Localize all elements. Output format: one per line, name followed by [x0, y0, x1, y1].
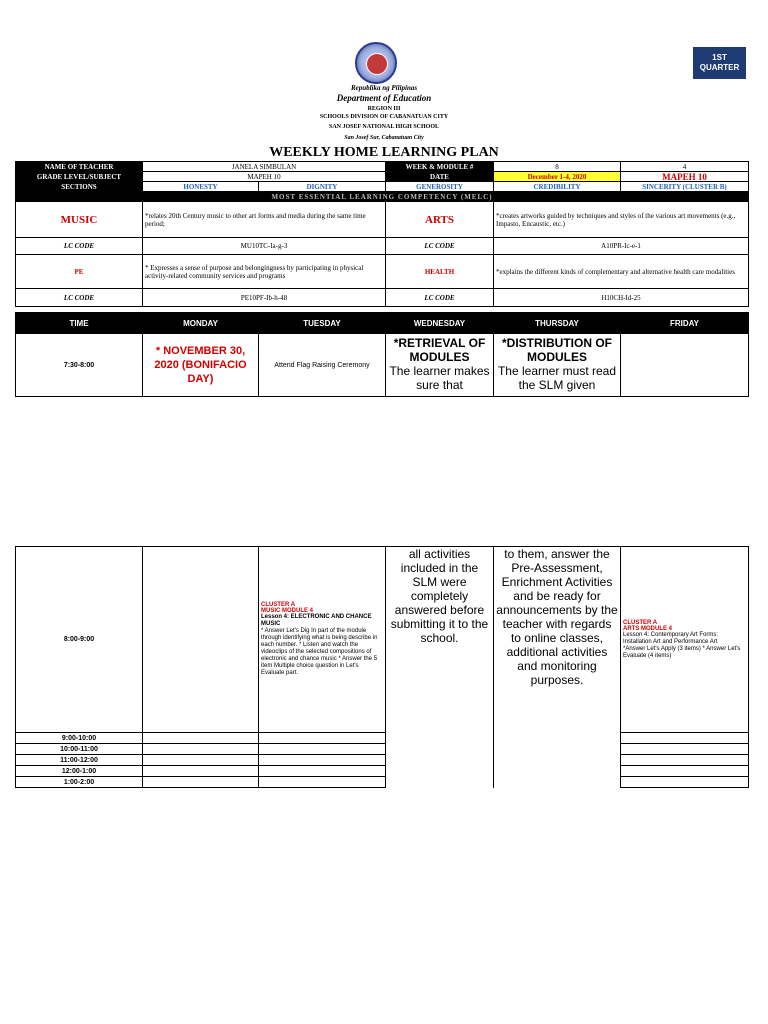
- region-line: REGION III: [367, 106, 401, 112]
- week-value: 8: [494, 162, 621, 172]
- distribution-text-2: to them, answer the Pre-Assessment, Enrichment Activities and be ready for announcements by the teacher with regards to online classes, additional activities and monitoring purposes.: [496, 547, 618, 687]
- distribution-text-1: The learner must read the SLM given: [497, 364, 617, 392]
- friday-cluster: CLUSTER A: [623, 619, 658, 626]
- grade-label: GRADE LEVEL/SUBJECT: [16, 172, 143, 182]
- time-slot: 1:00-2:00: [16, 777, 143, 788]
- pe-code: PE10PF-Ib-h-48: [143, 289, 386, 307]
- health-competency: *explains the different kinds of complementary and alternative health care modalities: [494, 255, 749, 289]
- header-monday: MONDAY: [143, 313, 259, 334]
- time-slot: 11:00-12:00: [16, 755, 143, 766]
- schedule-table-bottom: [15, 546, 749, 788]
- date-label: DATE: [386, 172, 494, 182]
- monday-holiday: * NOVEMBER 30, 2020 (BONIFACIO DAY): [143, 334, 259, 397]
- arts-label: ARTS: [386, 202, 494, 238]
- tuesday-module: MUSIC MODULE 4: [261, 608, 314, 614]
- arts-code: A10PR-Ic-e-1: [494, 238, 749, 255]
- time-slot: 12:00-1:00: [16, 766, 143, 777]
- week-label: WEEK & MODULE #: [386, 162, 494, 172]
- republic-line: Republika ng Pilipinas: [350, 84, 418, 92]
- page-title: WEEKLY HOME LEARNING PLAN: [269, 145, 499, 160]
- department-line: Department of Education: [336, 93, 432, 103]
- tuesday-tasks: * Answer Let's Dig In part of the module through identifying what is being describe in each number. * Listen and watch the videoclips of the selected compositions of electronic and chance music * Answer the 5 item Multiple choice question in Let's Evaluate part.: [261, 628, 378, 676]
- grade-value: MAPEH 10: [143, 172, 386, 182]
- time-slot: 9:00-10:00: [16, 733, 143, 744]
- lc-code-label: LC CODE: [16, 289, 143, 307]
- section-item: SINCERITY (CLUSTER B): [621, 182, 749, 192]
- header-tuesday: TUESDAY: [259, 313, 386, 334]
- retrieval-text-2: all activities included in the SLM were completely answered before submitting it to the school.: [390, 547, 489, 645]
- lc-code-label: LC CODE: [16, 238, 143, 255]
- lc-code-label: LC CODE: [386, 289, 494, 307]
- friday-lesson: Lesson 4: Contemporary Art Forms: Installation Art and Performance Art: [623, 631, 719, 645]
- section-item: HONESTY: [143, 182, 259, 192]
- teacher-name: JANELA SIMBULAN: [143, 162, 386, 172]
- time-slot: 8:00-9:00: [16, 547, 143, 733]
- friday-tasks: *Answer Let's Apply (3 items) * Answer Let's Evaluate (4 items): [623, 645, 741, 659]
- subject-right: MAPEH 10: [621, 172, 749, 182]
- address-line: San Josef Sur, Cabanatuan City: [344, 135, 424, 141]
- tuesday-flag: Attend Flag Raising Ceremony: [259, 334, 386, 397]
- module-value: 4: [621, 162, 749, 172]
- quarter-badge: 1ST QUARTER: [693, 47, 746, 79]
- music-competency: *relates 20th Century music to other art forms and media during the same time period;: [143, 202, 386, 238]
- header-thursday: THURSDAY: [494, 313, 621, 334]
- health-label: HEALTH: [386, 255, 494, 289]
- header-wednesday: WEDNESDAY: [386, 313, 494, 334]
- music-label: MUSIC: [16, 202, 143, 238]
- music-code: MU10TC-Ia-g-3: [143, 238, 386, 255]
- deped-seal: [355, 42, 397, 84]
- schedule-table-top: [15, 312, 749, 397]
- health-code: H10CH-Id-25: [494, 289, 749, 307]
- lc-code-label: LC CODE: [386, 238, 494, 255]
- retrieval-text-1: The learner makes sure that: [389, 364, 490, 392]
- header-friday: FRIDAY: [621, 313, 749, 334]
- friday-module: ARTS MODULE 4: [623, 625, 673, 632]
- section-item: DIGNITY: [259, 182, 386, 192]
- info-table: [15, 161, 749, 307]
- section-item: CREDIBILITY: [494, 182, 621, 192]
- teacher-label: NAME OF TEACHER: [16, 162, 143, 172]
- sections-label: SECTIONS: [16, 182, 143, 192]
- tuesday-lesson: Lesson 4: ELECTRONIC AND CHANCE MUSIC: [261, 614, 372, 627]
- pe-competency: * Expresses a sense of purpose and belongingness by participating in physical activity-related community services and programs: [143, 255, 386, 289]
- pe-label: PE: [16, 255, 143, 289]
- distribution-title: *DISTRIBUTION OF MODULES: [502, 336, 612, 364]
- division-line: SCHOOLS DIVISION OF CABANATUAN CITY: [319, 114, 449, 120]
- header-time: TIME: [16, 313, 143, 334]
- school-line: SAN JOSEF NATIONAL HIGH SCHOOL: [328, 124, 440, 130]
- melc-title: MOST ESSENTIAL LEARNING COMPETENCY (MELC): [16, 192, 749, 202]
- arts-competency: *creates artworks guided by techniques and styles of the various art movements (e.g., Impasto, Encaustic, etc.): [494, 202, 749, 238]
- tuesday-cluster: CLUSTER A: [261, 602, 296, 608]
- section-item: GENEROSITY: [386, 182, 494, 192]
- retrieval-title: *RETRIEVAL OF MODULES: [393, 336, 486, 364]
- date-value: December 1-4, 2020: [494, 172, 621, 182]
- time-slot: 7:30-8:00: [16, 334, 143, 397]
- time-slot: 10:00-11:00: [16, 744, 143, 755]
